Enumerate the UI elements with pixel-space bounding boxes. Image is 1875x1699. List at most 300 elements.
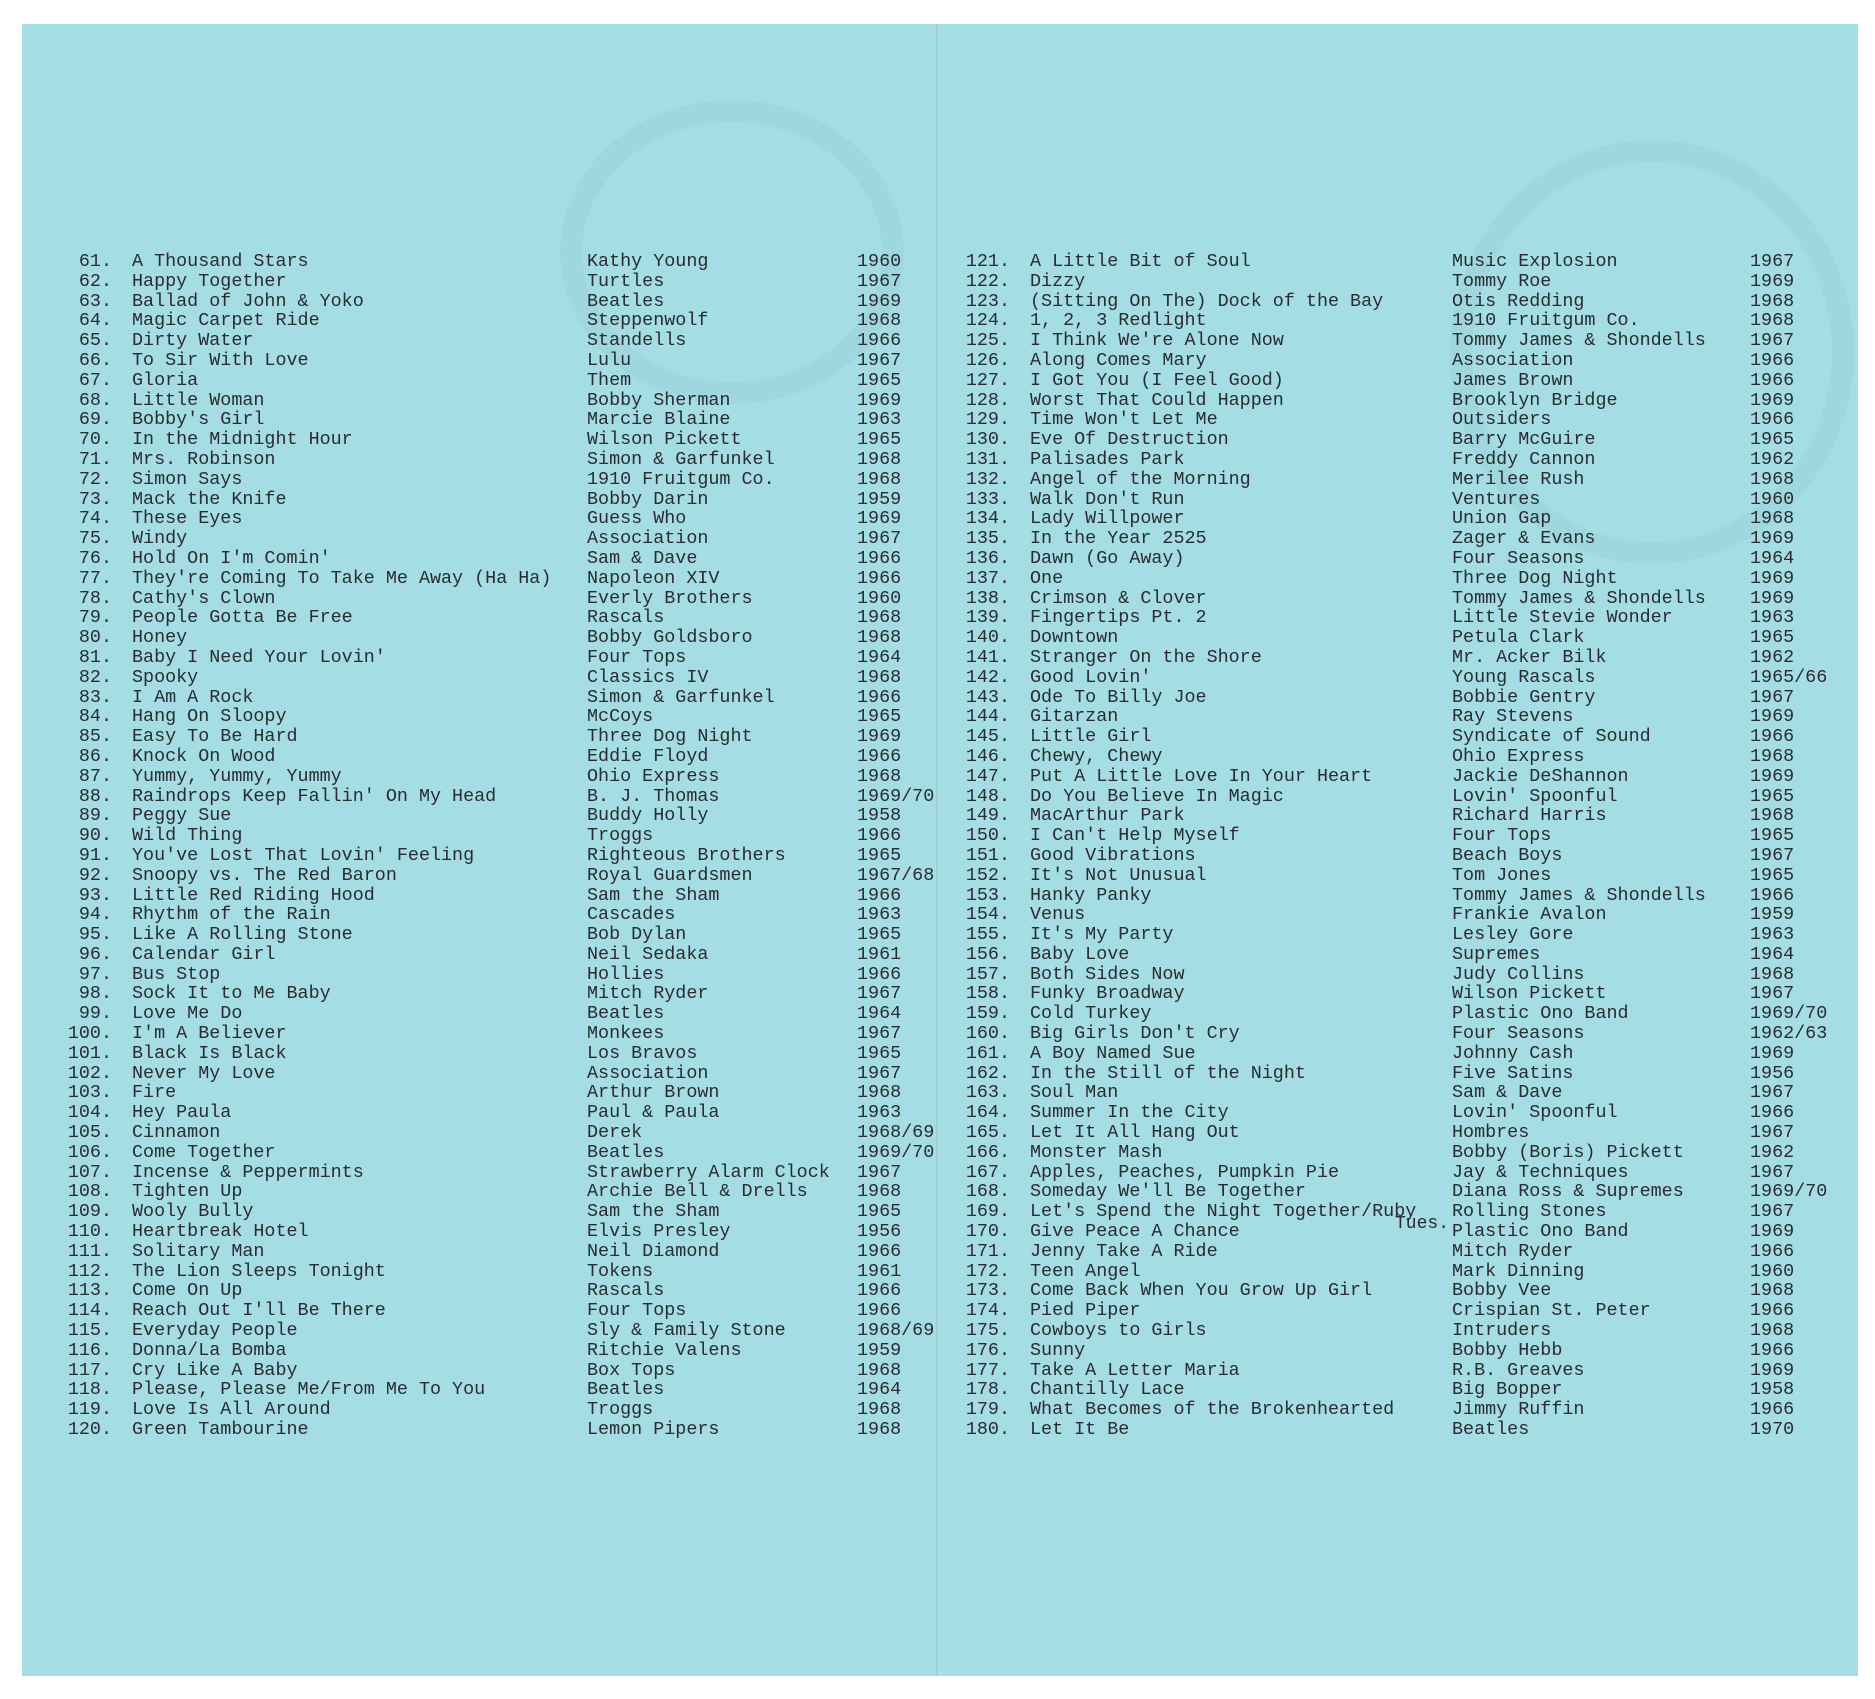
song-artist: Ventures [1452, 488, 1541, 510]
song-title: Palisades Park [1030, 448, 1185, 470]
song-title: In the Year 2525 [1030, 528, 1207, 550]
song-title: Downtown [1030, 627, 1119, 649]
song-title: Dizzy [1030, 270, 1086, 292]
song-title: Pied Piper [1030, 1300, 1141, 1322]
song-year: 1966 [1750, 726, 1795, 748]
song-title: Wild Thing [132, 825, 243, 847]
song-artist: R.B. Greaves [1452, 1359, 1585, 1381]
song-title: Baby Love [1030, 943, 1130, 965]
song-artist: Association [587, 1062, 709, 1084]
song-title: A Boy Named Sue [1030, 1042, 1196, 1064]
song-num: 85. [78, 726, 112, 748]
song-year: 1964 [1750, 547, 1795, 569]
song-artist: Los Bravos [587, 1042, 698, 1064]
song-artist: Judy Collins [1452, 963, 1585, 985]
song-year: 1968 [857, 1399, 902, 1421]
song-artist: Lovin' Spoonful [1452, 1102, 1618, 1124]
song-year: 1967 [1750, 1201, 1795, 1223]
song-title: Walk Don't Run [1030, 488, 1185, 510]
song-year: 1968 [857, 1419, 902, 1441]
song-num: 146. [965, 745, 1010, 767]
song-year: 1962/63 [1750, 1023, 1828, 1045]
song-artist: Frankie Avalon [1452, 904, 1607, 926]
song-year: 1965 [1750, 864, 1795, 886]
song-year: 1963 [1750, 924, 1795, 946]
song-title: Along Comes Mary [1030, 349, 1207, 371]
song-artist: Everly Brothers [587, 587, 753, 609]
song-title: Green Tambourine [132, 1419, 309, 1441]
song-year: 1965 [857, 1042, 902, 1064]
song-artist: Supremes [1452, 943, 1541, 965]
song-title: Cinnamon [132, 1122, 221, 1144]
song-artist: Young Rascals [1452, 666, 1596, 688]
song-title: I Got You (I Feel Good) [1030, 369, 1284, 391]
song-title: Solitary Man [132, 1240, 265, 1262]
song-artist: Jackie DeShannon [1452, 765, 1629, 787]
song-title: Time Won't Let Me [1030, 409, 1218, 431]
song-num: 115. [67, 1320, 112, 1342]
song-year: 1969 [1750, 587, 1795, 609]
song-num: 88. [78, 785, 112, 807]
song-title: Teen Angel [1030, 1260, 1141, 1282]
song-title: To Sir With Love [132, 349, 309, 371]
song-num: 147. [965, 765, 1010, 787]
song-year: 1965 [1750, 825, 1795, 847]
song-year: 1966 [857, 1300, 902, 1322]
song-artist: Lulu [587, 349, 632, 371]
song-artist: Sam & Dave [1452, 1082, 1563, 1104]
song-artist: Music Explosion [1452, 251, 1618, 272]
song-num: 134. [965, 508, 1010, 530]
song-num: 84. [78, 706, 112, 728]
song-year: 1966 [1750, 349, 1795, 371]
song-title: Rhythm of the Rain [132, 904, 331, 926]
song-num: 154. [965, 904, 1010, 926]
song-artist: Ray Stevens [1452, 706, 1574, 728]
song-artist: B. J. Thomas [587, 785, 720, 807]
song-title: Spooky [132, 666, 199, 688]
song-title: Windy [132, 528, 188, 550]
song-num: 172. [965, 1260, 1010, 1282]
song-artist: Hollies [587, 963, 665, 985]
song-artist: Wilson Pickett [587, 429, 742, 451]
song-title: Fire [132, 1082, 177, 1104]
song-artist: Steppenwolf [587, 310, 709, 332]
song-num: 117. [67, 1359, 112, 1381]
song-year: 1969 [857, 726, 902, 748]
song-title: Mack the Knife [132, 488, 287, 510]
song-year: 1968 [857, 607, 902, 629]
song-year: 1966 [1750, 1240, 1795, 1262]
song-year: 1960 [1750, 1260, 1795, 1282]
song-num: 111. [67, 1240, 112, 1262]
song-num: 91. [78, 844, 112, 866]
song-artist: Lesley Gore [1452, 924, 1574, 946]
song-year: 1966 [857, 884, 902, 906]
song-num: 82. [78, 666, 112, 688]
song-artist: Bobby Vee [1452, 1280, 1552, 1302]
song-num: 165. [965, 1122, 1010, 1144]
song-num: 87. [78, 765, 112, 787]
song-num: 142. [965, 666, 1010, 688]
song-title: Little Woman [132, 389, 265, 411]
song-title: You've Lost That Lovin' Feeling [132, 844, 475, 866]
song-num: 166. [965, 1141, 1010, 1163]
song-year: 1969 [1750, 567, 1795, 589]
song-year: 1967 [857, 983, 902, 1005]
song-title: Give Peace A Chance [1030, 1221, 1240, 1243]
song-num: 64. [78, 310, 112, 332]
song-year: 1956 [857, 1221, 902, 1243]
song-year: 1969 [1750, 1042, 1795, 1064]
song-year: 1968 [857, 1359, 902, 1381]
song-title: Incense & Peppermints [132, 1161, 364, 1183]
song-title: Sock It to Me Baby [132, 983, 331, 1005]
song-year: 1967 [1750, 686, 1795, 708]
song-num: 99. [78, 1003, 112, 1025]
song-year: 1958 [857, 805, 902, 827]
song-artist: Johnny Cash [1452, 1042, 1574, 1064]
song-artist: Tommy Roe [1452, 270, 1552, 292]
song-num: 170. [965, 1221, 1010, 1243]
song-title: Summer In the City [1030, 1102, 1229, 1124]
song-title: Easy To Be Hard [132, 726, 298, 748]
song-year: 1968 [857, 468, 902, 490]
song-title: Worst That Could Happen [1030, 389, 1284, 411]
song-artist: Three Dog Night [587, 726, 753, 748]
song-year: 1969 [1750, 389, 1795, 411]
song-title: Angel of the Morning [1030, 468, 1251, 490]
song-title: Funky Broadway [1030, 983, 1185, 1005]
song-title: Love Is All Around [132, 1399, 331, 1421]
song-title: They're Coming To Take Me Away (Ha Ha) [132, 567, 552, 589]
song-year: 1964 [857, 1003, 902, 1025]
song-artist: Bob Dylan [587, 924, 687, 946]
song-num: 143. [965, 686, 1010, 708]
song-title: Gloria [132, 369, 199, 391]
song-year: 1968/69 [857, 1320, 935, 1342]
song-artist: Paul & Paula [587, 1102, 720, 1124]
song-num: 124. [965, 310, 1010, 332]
song-artist: Elvis Presley [587, 1221, 731, 1243]
song-artist: Troggs [587, 825, 654, 847]
song-title: Good Lovin' [1030, 666, 1152, 688]
song-title: 1, 2, 3 Redlight [1030, 310, 1207, 332]
song-num: 133. [965, 488, 1010, 510]
song-num: 65. [78, 330, 112, 352]
song-year: 1969 [857, 508, 902, 530]
song-artist: Barry McGuire [1452, 429, 1596, 451]
song-title: Black Is Black [132, 1042, 287, 1064]
song-year: 1966 [857, 825, 902, 847]
song-artist: Neil Sedaka [587, 943, 709, 965]
song-artist: 1910 Fruitgum Co. [587, 468, 775, 490]
song-title: Do You Believe In Magic [1030, 785, 1284, 807]
song-title: Baby I Need Your Lovin' [132, 646, 386, 668]
song-artist: Plastic Ono Band [1452, 1221, 1629, 1243]
song-year: 1967 [1750, 1161, 1795, 1183]
song-artist: Beach Boys [1452, 844, 1563, 866]
song-title: Simon Says [132, 468, 243, 490]
song-title: In the Midnight Hour [132, 429, 353, 451]
song-num: 171. [965, 1240, 1010, 1262]
song-title: These Eyes [132, 508, 243, 530]
song-num: 174. [965, 1300, 1010, 1322]
song-title: Apples, Peaches, Pumpkin Pie [1030, 1161, 1340, 1183]
song-title: Let's Spend the Night Together/Ruby [1030, 1201, 1417, 1223]
song-title: Put A Little Love In Your Heart [1030, 765, 1373, 787]
song-artist: Brooklyn Bridge [1452, 389, 1618, 411]
song-title: Come Together [132, 1141, 276, 1163]
song-title: Good Vibrations [1030, 844, 1196, 866]
song-artist: 1910 Fruitgum Co. [1452, 310, 1640, 332]
song-artist: Intruders [1452, 1320, 1552, 1342]
song-title: Hold On I'm Comin' [132, 547, 331, 569]
song-year: 1965/66 [1750, 666, 1828, 688]
song-artist: Big Bopper [1452, 1379, 1563, 1401]
song-artist: Standells [587, 330, 687, 352]
song-year: 1967 [1750, 1082, 1795, 1104]
song-num: 122. [965, 270, 1010, 292]
song-year: 1964 [857, 646, 902, 668]
song-artist: Bobby Darin [587, 488, 709, 510]
song-artist: Merilee Rush [1452, 468, 1585, 490]
song-title: Peggy Sue [132, 805, 232, 827]
song-num: 109. [67, 1201, 112, 1223]
song-title: Come On Up [132, 1280, 243, 1302]
song-title: Eve Of Destruction [1030, 429, 1229, 451]
song-num: 61. [78, 251, 112, 272]
song-title: Big Girls Don't Cry [1030, 1023, 1240, 1045]
song-num: 155. [965, 924, 1010, 946]
song-artist: Beatles [587, 290, 665, 312]
song-title: Ode To Billy Joe [1030, 686, 1207, 708]
song-num: 164. [965, 1102, 1010, 1124]
song-artist: James Brown [1452, 369, 1574, 391]
song-num: 128. [965, 389, 1010, 411]
song-title: Everyday People [132, 1320, 298, 1342]
song-title: I'm A Believer [132, 1023, 287, 1045]
song-title: Let It Be [1030, 1419, 1130, 1441]
song-num: 141. [965, 646, 1010, 668]
song-artist: Beatles [1452, 1419, 1530, 1441]
song-year: 1967 [857, 349, 902, 371]
song-num: 80. [78, 627, 112, 649]
song-num: 153. [965, 884, 1010, 906]
song-num: 145. [965, 726, 1010, 748]
song-num: 92. [78, 864, 112, 886]
song-artist: Monkees [587, 1023, 665, 1045]
song-year: 1966 [1750, 1339, 1795, 1361]
song-num: 94. [78, 904, 112, 926]
song-num: 106. [67, 1141, 112, 1163]
song-year: 1969/70 [857, 1141, 935, 1163]
song-num: 123. [965, 290, 1010, 312]
song-artist: Outsiders [1452, 409, 1552, 431]
song-year: 1965 [1750, 785, 1795, 807]
song-year: 1960 [857, 251, 902, 272]
song-num: 74. [78, 508, 112, 530]
song-year: 1961 [857, 1260, 902, 1282]
song-year: 1961 [857, 943, 902, 965]
song-num: 107. [67, 1161, 112, 1183]
song-num: 120. [67, 1419, 112, 1441]
song-title: Happy Together [132, 270, 287, 292]
song-title: Snoopy vs. The Red Baron [132, 864, 397, 886]
song-title: Like A Rolling Stone [132, 924, 353, 946]
song-artist: Little Stevie Wonder [1452, 607, 1673, 629]
song-year: 1959 [857, 488, 902, 510]
song-num: 72. [78, 468, 112, 490]
song-year: 1968 [857, 448, 902, 470]
song-num: 90. [78, 825, 112, 847]
song-title: Take A Letter Maria [1030, 1359, 1240, 1381]
song-num: 98. [78, 983, 112, 1005]
song-title: Chantilly Lace [1030, 1379, 1185, 1401]
song-num: 180. [965, 1419, 1010, 1441]
song-artist: Marcie Blaine [587, 409, 731, 431]
song-artist: Wilson Pickett [1452, 983, 1607, 1005]
song-artist: Five Satins [1452, 1062, 1574, 1084]
song-year: 1960 [857, 587, 902, 609]
song-year: 1968 [1750, 745, 1795, 767]
song-num: 140. [965, 627, 1010, 649]
song-title: I Can't Help Myself [1030, 825, 1240, 847]
song-year: 1967 [857, 528, 902, 550]
song-artist: Jimmy Ruffin [1452, 1399, 1585, 1421]
song-artist: Zager & Evans [1452, 528, 1596, 550]
song-artist: Syndicate of Sound [1452, 726, 1651, 748]
song-title: Bobby's Girl [132, 409, 265, 431]
song-num: 78. [78, 587, 112, 609]
song-num: 162. [965, 1062, 1010, 1084]
song-num: 69. [78, 409, 112, 431]
song-artist: Four Tops [587, 646, 687, 668]
song-num: 97. [78, 963, 112, 985]
song-artist: Simon & Garfunkel [587, 448, 775, 470]
song-title: Little Red Riding Hood [132, 884, 375, 906]
song-num: 178. [965, 1379, 1010, 1401]
song-num: 102. [67, 1062, 112, 1084]
song-artist: Otis Redding [1452, 290, 1585, 312]
song-title: What Becomes of the Brokenhearted [1030, 1399, 1395, 1421]
song-artist: Derek [587, 1122, 643, 1144]
ruby-continuation-note: Tues. [1395, 1214, 1450, 1234]
song-year: 1967 [857, 270, 902, 292]
song-artist: Diana Ross & Supremes [1452, 1181, 1684, 1203]
song-year: 1959 [857, 1339, 902, 1361]
song-artist: Strawberry Alarm Clock [587, 1161, 830, 1183]
song-title: I Am A Rock [132, 686, 254, 708]
song-artist: Tommy James & Shondells [1452, 884, 1706, 906]
song-title: In the Still of the Night [1030, 1062, 1306, 1084]
song-num: 168. [965, 1181, 1010, 1203]
song-year: 1968 [1750, 468, 1795, 490]
song-year: 1966 [1750, 1399, 1795, 1421]
song-num: 131. [965, 448, 1010, 470]
song-title: Never My Love [132, 1062, 276, 1084]
song-year: 1956 [1750, 1062, 1795, 1084]
song-num: 83. [78, 686, 112, 708]
song-title: Hey Paula [132, 1102, 232, 1124]
song-artist: Four Seasons [1452, 1023, 1585, 1045]
song-year: 1966 [1750, 1300, 1795, 1322]
song-num: 127. [965, 369, 1010, 391]
song-year: 1967 [1750, 1122, 1795, 1144]
song-year: 1965 [857, 844, 902, 866]
song-num: 149. [965, 805, 1010, 827]
song-num: 150. [965, 825, 1010, 847]
song-title: Raindrops Keep Fallin' On My Head [132, 785, 497, 807]
song-year: 1970 [1750, 1419, 1795, 1441]
song-artist: Petula Clark [1452, 627, 1585, 649]
song-artist: Neil Diamond [587, 1240, 720, 1262]
song-artist: Union Gap [1452, 508, 1552, 530]
song-num: 89. [78, 805, 112, 827]
song-year: 1968 [857, 1082, 902, 1104]
song-num: 95. [78, 924, 112, 946]
song-year: 1969 [1750, 765, 1795, 787]
song-title: Chewy, Chewy [1030, 745, 1163, 767]
song-artist: Beatles [587, 1141, 665, 1163]
song-year: 1963 [857, 1102, 902, 1124]
song-num: 139. [965, 607, 1010, 629]
song-artist: Kathy Young [587, 251, 709, 272]
song-title: Knock On Wood [132, 745, 276, 767]
song-artist: Classics IV [587, 666, 709, 688]
song-artist: Righteous Brothers [587, 844, 786, 866]
song-title: Reach Out I'll Be There [132, 1300, 386, 1322]
song-year: 1968 [1750, 1320, 1795, 1342]
song-num: 121. [965, 251, 1010, 272]
song-num: 152. [965, 864, 1010, 886]
song-title: Cowboys to Girls [1030, 1320, 1207, 1342]
song-year: 1969 [1750, 1359, 1795, 1381]
song-title: Gitarzan [1030, 706, 1119, 728]
song-year: 1968 [857, 765, 902, 787]
song-num: 105. [67, 1122, 112, 1144]
song-artist: Ohio Express [1452, 745, 1585, 767]
song-title: Venus [1030, 904, 1086, 926]
song-num: 119. [67, 1399, 112, 1421]
song-artist: Them [587, 369, 632, 391]
song-title: Both Sides Now [1030, 963, 1185, 985]
song-year: 1969 [857, 389, 902, 411]
song-num: 156. [965, 943, 1010, 965]
song-year: 1966 [1750, 369, 1795, 391]
song-num: 93. [78, 884, 112, 906]
song-title: Someday We'll Be Together [1030, 1181, 1306, 1203]
song-artist: Rolling Stones [1452, 1201, 1607, 1223]
song-title: Hanky Panky [1030, 884, 1152, 906]
song-year: 1969 [1750, 706, 1795, 728]
song-artist: Tom Jones [1452, 864, 1552, 886]
song-title: Dirty Water [132, 330, 254, 352]
song-title: Soul Man [1030, 1082, 1119, 1104]
song-year: 1968 [857, 1181, 902, 1203]
song-year: 1966 [857, 963, 902, 985]
song-artist: Plastic Ono Band [1452, 1003, 1629, 1025]
song-title: Calendar Girl [132, 943, 276, 965]
song-year: 1968 [857, 310, 902, 332]
song-year: 1966 [1750, 409, 1795, 431]
song-num: 112. [67, 1260, 112, 1282]
song-artist: Beatles [587, 1003, 665, 1025]
song-num: 157. [965, 963, 1010, 985]
song-title: Cold Turkey [1030, 1003, 1152, 1025]
song-num: 101. [67, 1042, 112, 1064]
song-year: 1966 [1750, 1102, 1795, 1124]
